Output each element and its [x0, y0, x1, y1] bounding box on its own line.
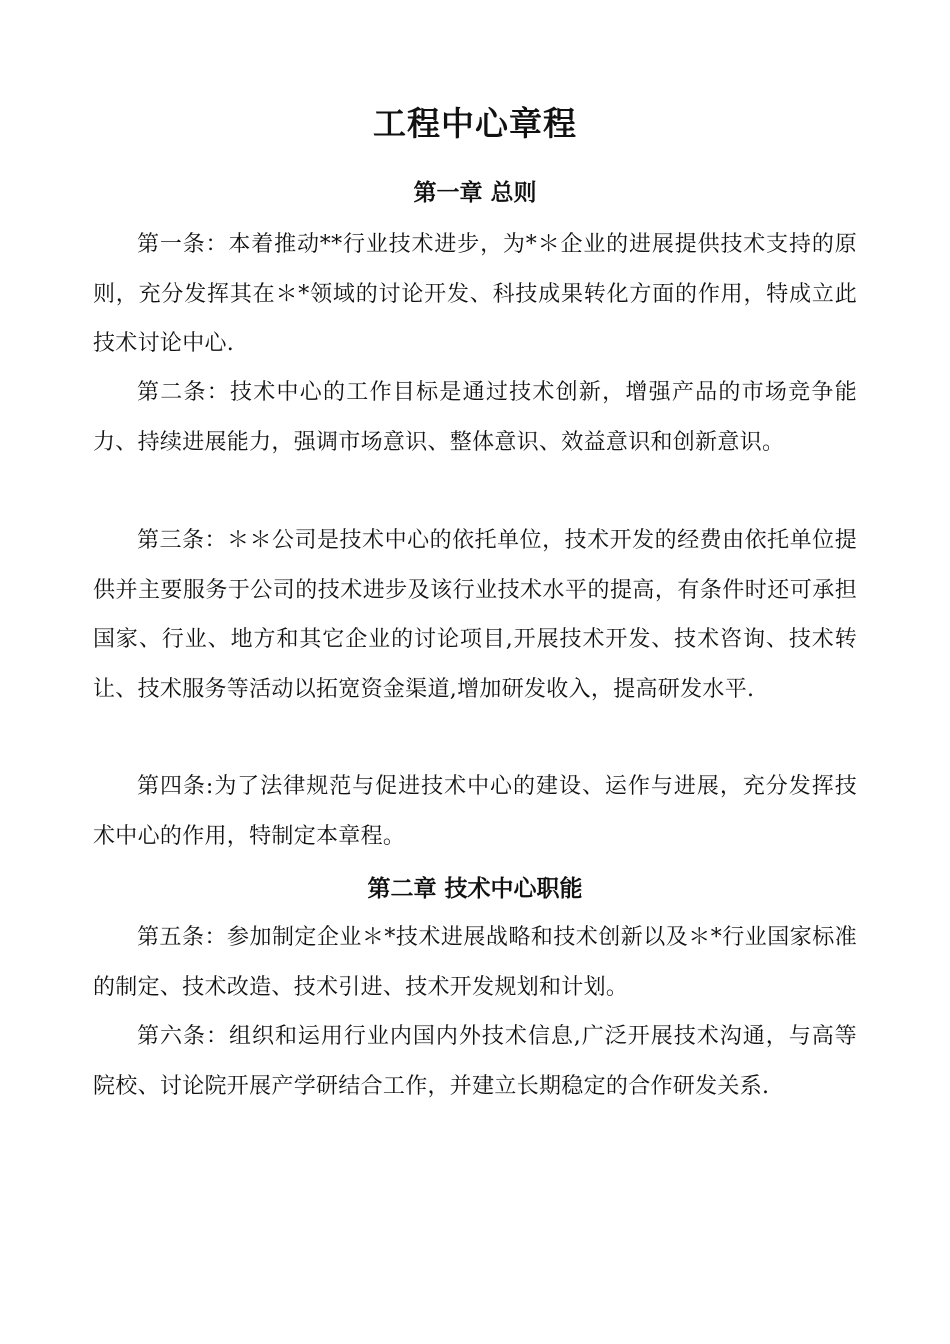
- article-5: 第五条：参加制定企业＊*技术进展战略和技术创新以及＊*行业国家标准的制定、技术改造、技术引进、技术开发规划和计划。: [93, 925, 857, 1000]
- article-4: 第四条:为了法律规范与促进技术中心的建设、运作与进展，充分发挥技术中心的作用，特制定本章程。: [93, 774, 857, 849]
- document-title: 工程中心章程: [373, 104, 577, 143]
- article-3: 第三条：＊＊公司是技术中心的依托单位，技术开发的经费由依托单位提供并主要服务于公司的技术进步及该行业技术水平的提高，有条件时还可承担国家、行业、地方和其它企业的讨论项目,开展技术开发、技术咨询、技术转让、技术服务等活动以拓宽资金渠道,增加研发收入，提高研发水平.: [93, 528, 857, 702]
- chapter-2-heading: 第二章 技术中心职能: [367, 876, 583, 902]
- article-1: 第一条：本着推动**行业技术进步，为*＊企业的进展提供技术支持的原则，充分发挥其在＊*领域的讨论开发、科技成果转化方面的作用，特成立此技术讨论中心.: [93, 232, 857, 356]
- article-2: 第二条：技术中心的工作目标是通过技术创新，增强产品的市场竞争能力、持续进展能力，强调市场意识、整体意识、效益意识和创新意识。: [93, 380, 857, 455]
- chapter-1-heading: 第一章 总则: [413, 180, 537, 206]
- article-6: 第六条：组织和运用行业内国内外技术信息,广泛开展技术沟通，与高等院校、讨论院开展产学研结合工作，并建立长期稳定的合作研发关系.: [93, 1024, 857, 1099]
